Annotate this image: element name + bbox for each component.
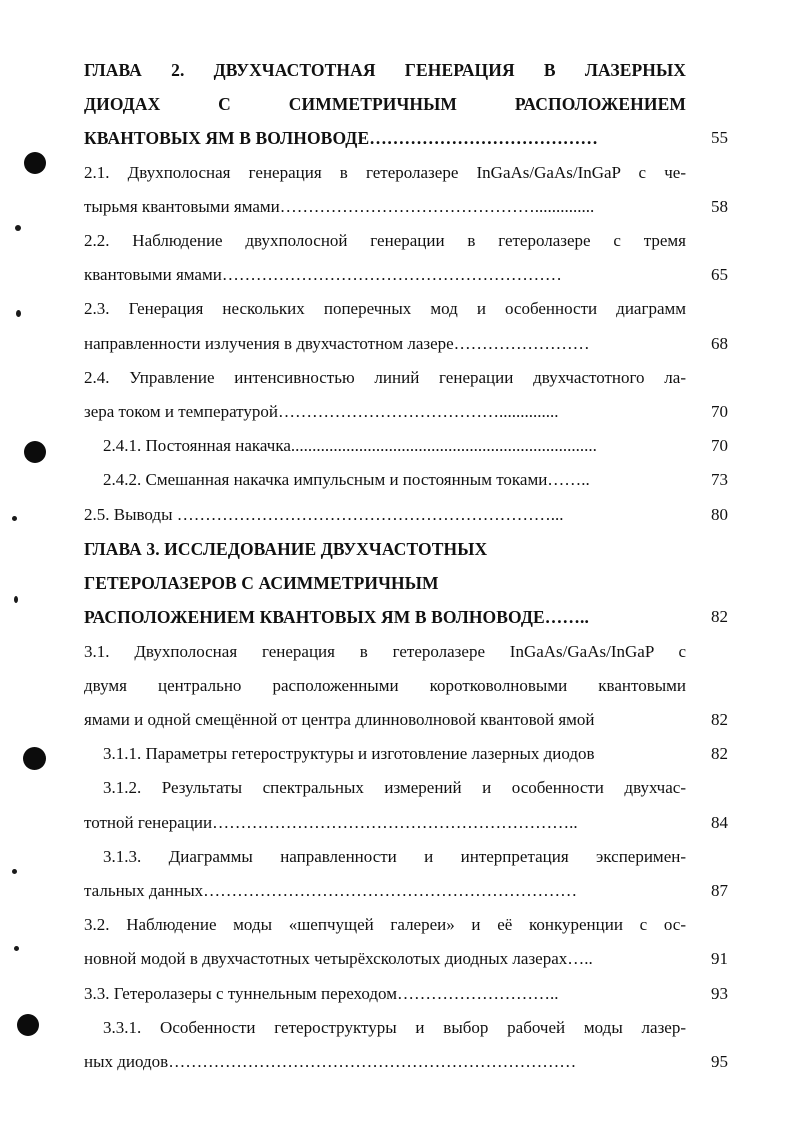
- margin-speck: [12, 516, 17, 521]
- toc-entry-3-2-line-1: 3.2. Наблюдение моды «шепчущей галереи» и её конкуренции с ос-: [84, 915, 686, 934]
- margin-speck: [14, 596, 18, 603]
- binder-hole-2: [24, 441, 46, 463]
- page-number: 80: [711, 505, 728, 524]
- toc-entry-2-2-line-2[interactable]: квантовыми ямами……………………………………………………: [84, 265, 562, 284]
- toc-entry-2-4-1[interactable]: 2.4.1. Постоянная накачка........................................................................: [103, 436, 597, 455]
- toc-entry-2-5[interactable]: 2.5. Выводы …………………………………………………………...: [84, 505, 564, 524]
- toc-entry-3-1-line-2: двумя центрально расположенными коротковолновыми квантовыми: [84, 676, 686, 695]
- toc-entry-3-2-line-2[interactable]: новной модой в двухчастотных четырёхсколотых диодных лазерах…..: [84, 949, 593, 968]
- toc-entry-3-1-line-1: 3.1. Двухполосная генерация в гетеролазере InGaAs/GaAs/InGaP с: [84, 642, 686, 661]
- toc-entry-3-3-1-line-1: 3.3.1. Особенности гетероструктуры и выбор рабочей моды лазер-: [103, 1018, 686, 1037]
- chapter-3-heading-line-1: ГЛАВА 3. ИССЛЕДОВАНИЕ ДВУХЧАСТОТНЫХ: [84, 539, 488, 559]
- toc-entry-3-1-1[interactable]: 3.1.1. Параметры гетероструктуры и изготовление лазерных диодов: [103, 744, 595, 763]
- toc-entry-2-4-line-1: 2.4. Управление интенсивностью линий генерации двухчастотного ла-: [84, 368, 686, 387]
- toc-entry-3-1-3-line-1: 3.1.3. Диаграммы направленности и интерпретация эксперимен-: [103, 847, 686, 866]
- page-number: 55: [711, 128, 728, 147]
- page-number: 70: [711, 402, 728, 421]
- page-number: 68: [711, 334, 728, 353]
- toc-entry-2-4-2[interactable]: 2.4.2. Смешанная накачка импульсным и постоянным токами……..: [103, 470, 590, 489]
- margin-speck: [14, 946, 19, 951]
- toc-entry-2-4-line-2[interactable]: зера током и температурой…………………………………..............: [84, 402, 559, 421]
- binder-hole-1: [24, 152, 46, 174]
- page-number: 84: [711, 813, 728, 832]
- page-number: 82: [711, 744, 728, 763]
- toc-entry-2-1-line-2[interactable]: тырьмя квантовыми ямами………………………………………..............: [84, 197, 595, 216]
- page-number: 95: [711, 1052, 728, 1071]
- toc-entry-3-1-2-line-1: 3.1.2. Результаты спектральных измерений и особенности двухчас-: [103, 778, 686, 797]
- margin-speck: [15, 225, 21, 231]
- toc-entry-2-2-line-1: 2.2. Наблюдение двухполосной генерации в гетеролазере с тремя: [84, 231, 686, 250]
- page-number: 93: [711, 984, 728, 1003]
- chapter-2-heading-line-1: ГЛАВА 2. ДВУХЧАСТОТНАЯ ГЕНЕРАЦИЯ В ЛАЗЕРНЫХ: [84, 60, 686, 80]
- toc-entry-2-3-line-1: 2.3. Генерация нескольких поперечных мод и особенности диаграмм: [84, 299, 686, 318]
- page-number: 87: [711, 881, 728, 900]
- toc-entry-2-1-line-1: 2.1. Двухполосная генерация в гетеролазере InGaAs/GaAs/InGaP с че-: [84, 163, 686, 182]
- chapter-2-heading-line-2: ДИОДАХ С СИММЕТРИЧНЫМ РАСПОЛОЖЕНИЕМ: [84, 94, 686, 114]
- page-number: 82: [711, 607, 728, 626]
- margin-speck: [16, 310, 21, 317]
- toc-entry-3-3-1-line-2[interactable]: ных диодов………………………………………………………………: [84, 1052, 577, 1071]
- toc-entry-3-3[interactable]: 3.3. Гетеролазеры с туннельным переходом………………………..: [84, 984, 559, 1003]
- toc-entry-3-1-2-line-2[interactable]: тотной генерации………………………………………………………..: [84, 813, 578, 832]
- chapter-3-heading-line-3[interactable]: РАСПОЛОЖЕНИЕМ КВАНТОВЫХ ЯМ В ВОЛНОВОДЕ……..: [84, 607, 589, 627]
- page-number: 91: [711, 949, 728, 968]
- page-number: 65: [711, 265, 728, 284]
- page-number: 58: [711, 197, 728, 216]
- toc-entry-3-1-line-3[interactable]: ямами и одной смещённой от центра длинноволновой квантовой ямой: [84, 710, 595, 729]
- binder-hole-3: [23, 747, 46, 770]
- margin-speck: [12, 869, 17, 874]
- chapter-2-heading-line-3[interactable]: КВАНТОВЫХ ЯМ В ВОЛНОВОДЕ…………………………………: [84, 128, 599, 148]
- binder-hole-4: [17, 1014, 39, 1036]
- toc-entry-3-1-3-line-2[interactable]: тальных данных…………………………………………………………: [84, 881, 578, 900]
- chapter-3-heading-line-2: ГЕТЕРОЛАЗЕРОВ С АСИММЕТРИЧНЫМ: [84, 573, 439, 593]
- page-number: 70: [711, 436, 728, 455]
- page-number: 82: [711, 710, 728, 729]
- toc-entry-2-3-line-2[interactable]: направленности излучения в двухчастотном лазере……………………: [84, 334, 590, 353]
- page-number: 73: [711, 470, 728, 489]
